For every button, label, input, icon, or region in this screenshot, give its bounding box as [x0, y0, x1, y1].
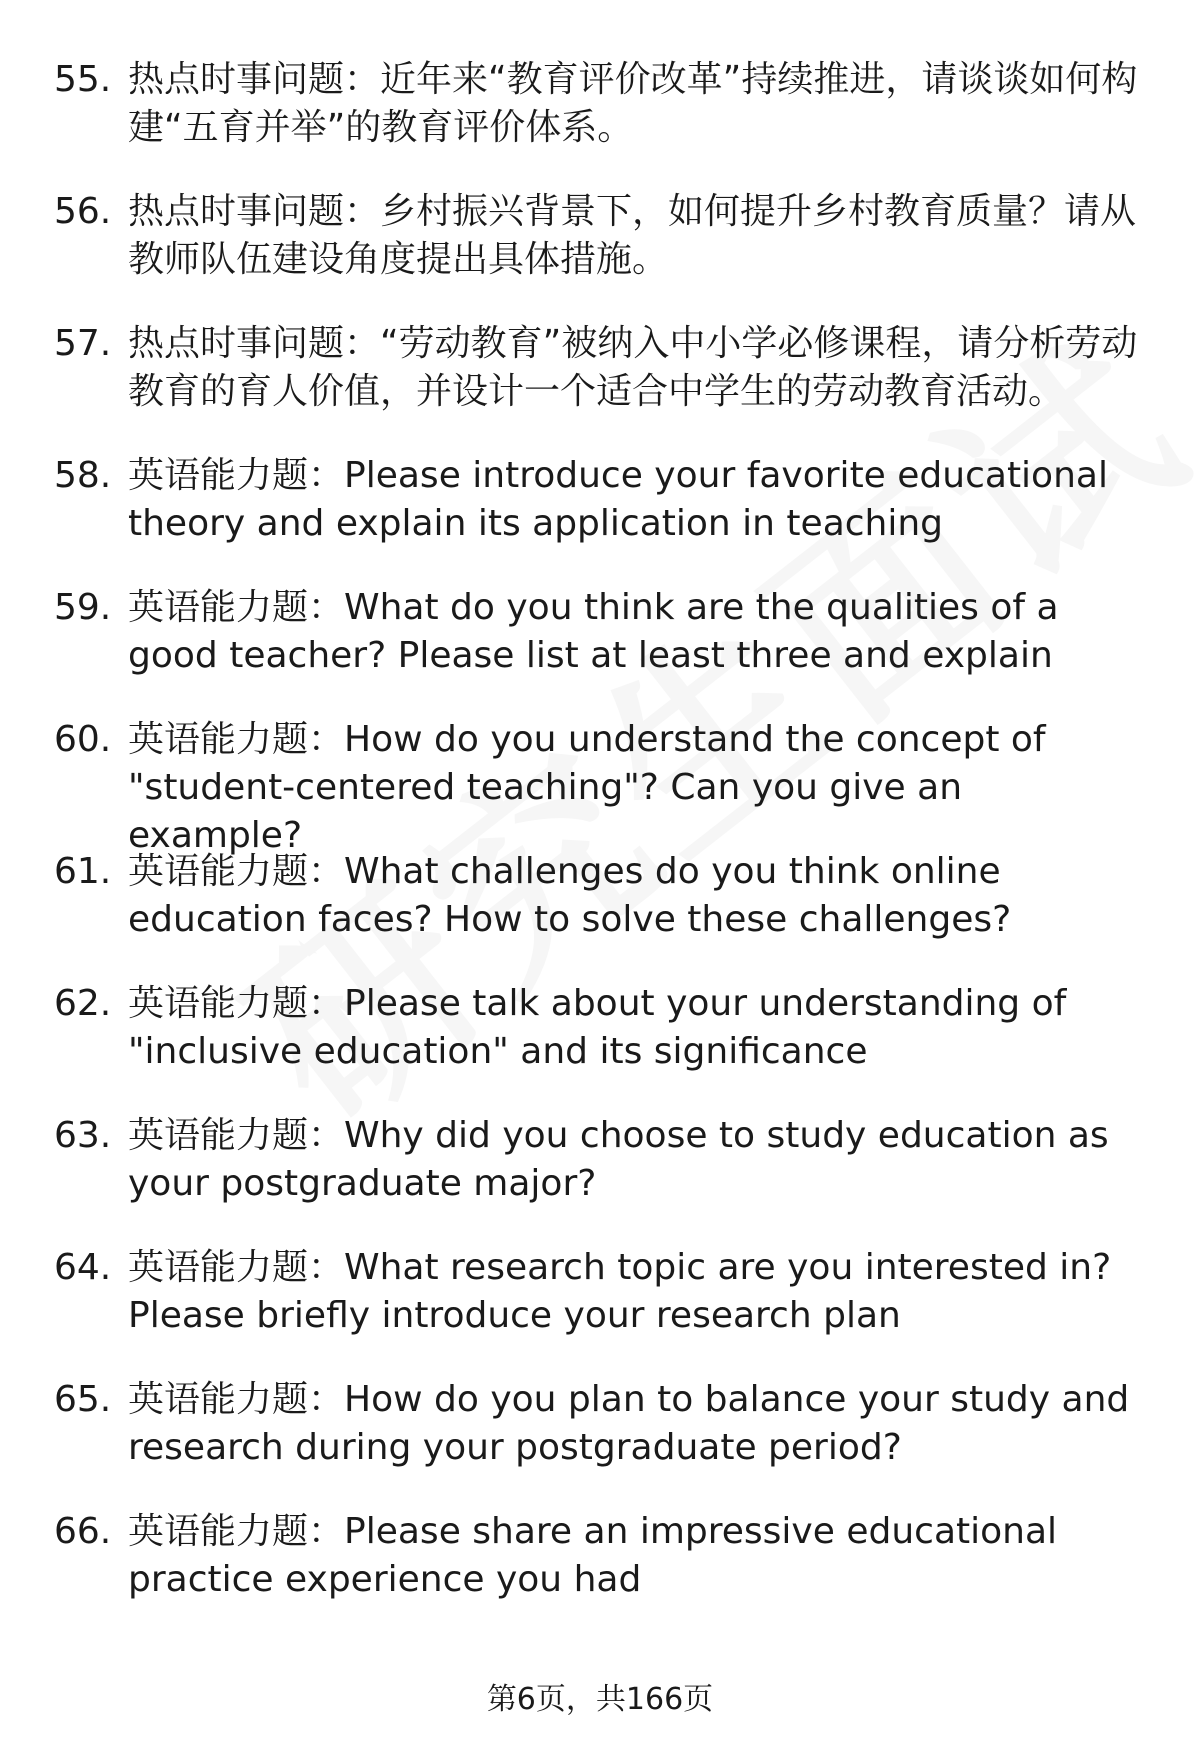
question-text: “劳动教育”被纳入中小学必修课程，请分析劳动教育的育人价值，并设计一个适合中学生的劳动教育活动。	[128, 323, 1138, 412]
question-text-block	[128, 188, 1138, 284]
question-category: 热点时事问题：	[128, 191, 381, 232]
question-number: 60.	[54, 719, 112, 760]
question-item	[0, 320, 1200, 452]
question-item	[0, 1376, 1200, 1508]
question-item	[0, 1112, 1200, 1244]
question-number: 56.	[54, 191, 112, 232]
question-text-block	[128, 452, 1138, 548]
question-text-block	[128, 1376, 1138, 1472]
question-text-block	[128, 980, 1138, 1076]
question-number: 63.	[54, 1115, 112, 1156]
question-text: How do you plan to balance your study and research during your postgraduate period?	[128, 1379, 1130, 1468]
question-number: 64.	[54, 1247, 112, 1288]
question-category: 英语能力题：	[128, 851, 345, 892]
question-item	[0, 56, 1200, 188]
question-text-block	[128, 584, 1138, 680]
question-text-block	[128, 320, 1138, 416]
question-item	[0, 980, 1200, 1112]
question-category: 英语能力题：	[128, 1247, 345, 1288]
question-text: 近年来“教育评价改革”持续推进，请谈谈如何构建“五育并举”的教育评价体系。	[128, 59, 1138, 148]
question-text: What research topic are you interested in? Please briefly introduce your research plan	[128, 1247, 1112, 1336]
question-category: 英语能力题：	[128, 1115, 345, 1156]
question-text-block	[128, 1244, 1138, 1340]
question-text-block	[128, 716, 1138, 860]
question-category: 英语能力题：	[128, 983, 345, 1024]
question-text: 乡村振兴背景下，如何提升乡村教育质量？请从教师队伍建设角度提出具体措施。	[128, 191, 1137, 280]
question-number: 61.	[54, 851, 112, 892]
question-number: 65.	[54, 1379, 112, 1420]
question-category: 英语能力题：	[128, 1379, 345, 1420]
question-text-block	[128, 56, 1138, 152]
question-text: Please share an impressive educational practice experience you had	[128, 1511, 1058, 1600]
question-list	[0, 56, 1200, 1640]
question-category: 英语能力题：	[128, 1511, 345, 1552]
question-category: 英语能力题：	[128, 587, 345, 628]
question-text-block	[128, 1112, 1138, 1208]
question-text: What challenges do you think online education faces? How to solve these challenges?	[128, 851, 1012, 940]
question-category: 热点时事问题：	[128, 323, 381, 364]
question-text: How do you understand the concept of "student-centered teaching"? Can you give an example?	[128, 719, 1046, 856]
question-number: 66.	[54, 1511, 112, 1552]
question-item	[0, 1508, 1200, 1640]
page-number-footer: 第6页，共166页	[486, 1682, 714, 1717]
question-item	[0, 848, 1200, 980]
question-number: 62.	[54, 983, 112, 1024]
question-number: 55.	[54, 59, 112, 100]
question-item	[0, 1244, 1200, 1376]
question-text: Why did you choose to study education as your postgraduate major?	[128, 1115, 1109, 1204]
question-number: 58.	[54, 455, 112, 496]
question-number: 59.	[54, 587, 112, 628]
question-text-block	[128, 1508, 1138, 1604]
question-text: Please talk about your understanding of "inclusive education" and its significance	[128, 983, 1067, 1072]
question-category: 热点时事问题：	[128, 59, 381, 100]
question-item	[0, 188, 1200, 320]
question-category: 英语能力题：	[128, 455, 345, 496]
question-number: 57.	[54, 323, 112, 364]
question-text-block	[128, 848, 1138, 944]
question-text: What do you think are the qualities of a good teacher? Please list at least three and explain	[128, 587, 1059, 676]
question-item	[0, 584, 1200, 716]
question-item	[0, 452, 1200, 584]
question-category: 英语能力题：	[128, 719, 345, 760]
question-item	[0, 716, 1200, 856]
question-text: Please introduce your favorite educational theory and explain its application in teaching	[128, 455, 1108, 544]
